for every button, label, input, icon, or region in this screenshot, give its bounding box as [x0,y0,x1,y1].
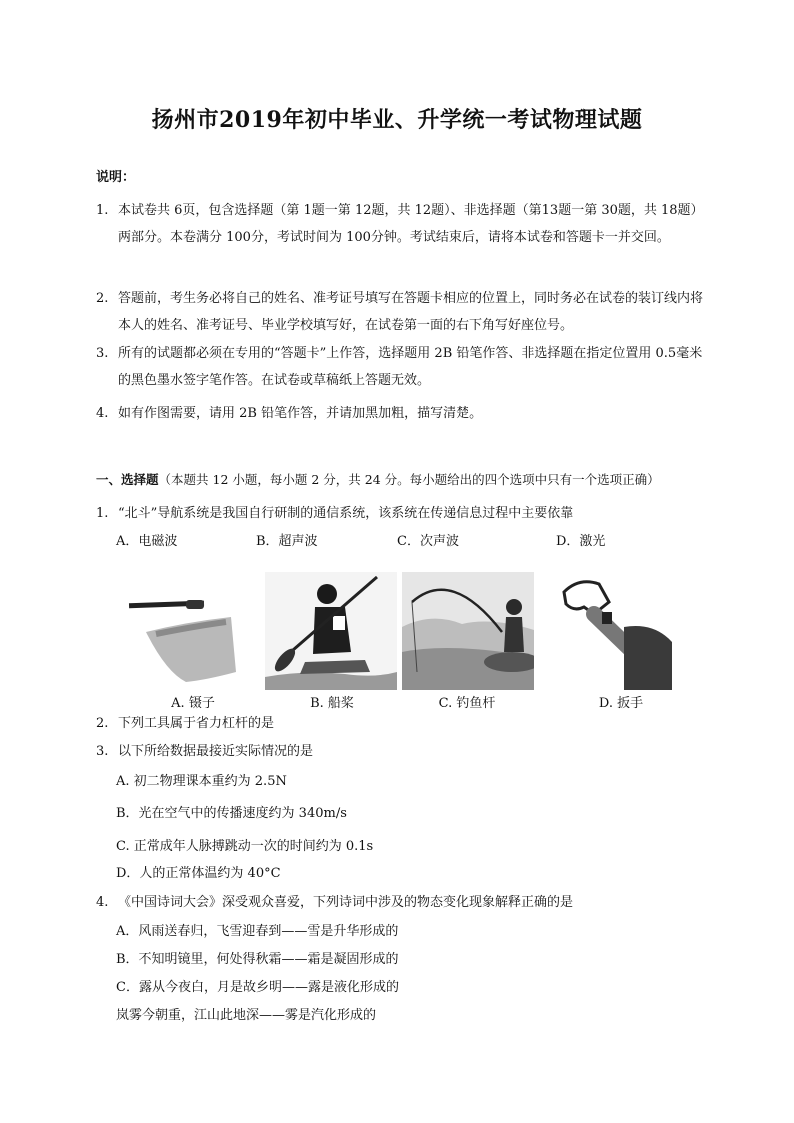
paddle-image [265,572,397,690]
question-number: 3. [96,744,109,759]
note-item [96,340,706,394]
option-d: 岚雾今朝重，江山此地深——雾是汽化形成的 [116,1008,377,1023]
question-4 [96,891,573,910]
option-d: D．人的正常体温约为 40°C [116,866,281,881]
question-number: 2. [96,716,109,731]
question-2-figure [126,572,686,712]
question-text: 下列工具属于省力杠杆的是 [118,716,275,731]
page-title: 扬州市2019年初中毕业、升学统一考试物理试题 [151,107,643,133]
question-text: 《中国诗词大会》深受观众喜爱，下列诗词中涉及的物态变化现象解释正确的是 [118,895,574,910]
note-number: 4. [96,406,109,421]
note-text: 答题前，考生务必将自己的姓名、准考证号填写在答题卡相应的位置上，同时务必在试卷的装订线内将本人的姓名、准考证号、毕业学校填写好，在试卷第一面的右下角写好座位号。 [118,291,704,333]
option-b: B．光在空气中的传播速度约为 340m/s [116,806,347,821]
option-b: B．不知明镜里，何处得秋霜——霜是凝固形成的 [116,952,399,967]
note-text: 本试卷共 6页，包含选择题（第 1题一第 12题，共 12题）、非选择题（第13题一第 30题，共 18题）两部分。本卷满分 100分，考试时间为 100分钟。考试结束后，请将本试卷和答题卡一并交回。 [118,203,704,245]
fishing-rod-image [402,572,534,690]
option-a: A．电磁波 [116,534,178,549]
section-heading [96,470,736,488]
option-b: B．超声波 [256,534,318,549]
figure-caption-a: A. 镊子 [171,696,215,711]
question-text: 以下所给数据最接近实际情况的是 [118,744,314,759]
note-item [96,400,706,427]
section-label: 一、选择题 [96,472,159,487]
option-c: C．露从今夜白，月是故乡明——露是液化形成的 [116,980,399,995]
question-number: 4. [96,895,109,910]
notes-heading: 说明： [96,170,136,185]
option-c: C．次声波 [397,534,459,549]
note-text: 所有的试题都必须在专用的“答题卡”上作答，选择题用 2B 铅笔作答、非选择题在指定位置用 0.5毫米的黑色墨水签字笔作答。在试卷或草稿纸上答题无效。 [118,346,703,388]
question-3 [96,740,313,759]
note-text: 如有作图需要，请用 2B 铅笔作答，并请加黑加粗，描写清楚。 [118,406,483,421]
wrench-image [554,572,686,690]
question-1 [96,502,573,521]
note-number: 3. [96,346,109,361]
option-a: A. 初二物理课本重约为 2.5N [116,774,287,789]
question-2 [96,712,274,731]
section-description: （本题共 12 小题，每小题 2 分，共 24 分。每小题给出的四个选项中只有一个选项正确） [158,472,660,487]
note-number: 2. [96,291,109,306]
figure-caption-d: D. 扳手 [598,696,644,711]
option-c: C. 正常成年人脉搏跳动一次的时间约为 0.1s [116,839,374,854]
note-number: 1. [96,203,109,218]
note-item [96,197,706,251]
figure-caption-c: C. 钓鱼杆 [438,696,496,711]
tweezers-image [126,572,258,690]
option-d: D．激光 [556,534,606,549]
question-text: “北斗”导航系统是我国自行研制的通信系统，该系统在传递信息过程中主要依靠 [118,506,574,521]
note-item [96,285,706,339]
option-a: A．风雨送春归，飞雪迎春到——雪是升华形成的 [116,924,399,939]
figure-caption-b: B. 船桨 [310,696,354,711]
question-number: 1. [96,506,109,521]
